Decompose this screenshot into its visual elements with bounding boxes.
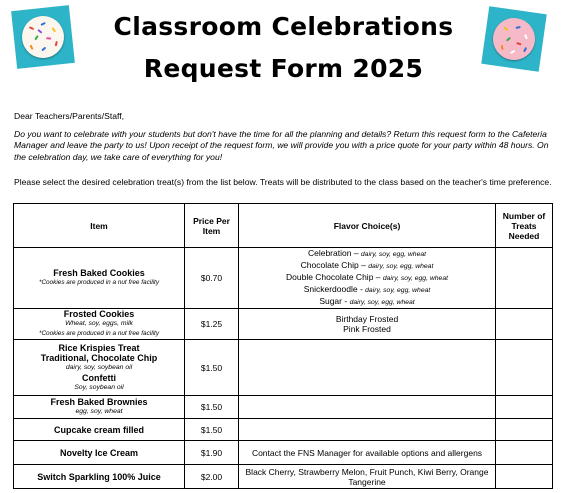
table-row: [14, 465, 553, 489]
header-price: Price Per Item: [185, 204, 239, 248]
header-item: Item: [14, 204, 185, 248]
flavor-option: Pink Frosted: [343, 324, 391, 334]
form-title-line1: Classroom Celebrations: [113, 12, 454, 41]
table-header-row: [14, 204, 553, 248]
item-cell: [14, 396, 185, 419]
quantity-input-cell[interactable]: [496, 419, 553, 441]
flavor-option: Snickerdoodle - dairy, soy, egg, wheat: [303, 284, 431, 294]
flavor-cell: [239, 396, 496, 419]
flavor-option: Birthday Frosted: [335, 314, 399, 324]
item-cell: [14, 441, 185, 465]
price-cell: $1.50: [185, 340, 239, 396]
price-cell: $2.00: [185, 465, 239, 489]
item-name: Switch Sparkling 100% Juice: [37, 471, 161, 482]
flavor-cell: [239, 248, 496, 309]
item-cell: [14, 465, 185, 489]
price-cell: $1.50: [185, 396, 239, 419]
flavor-cell: Black Cherry, Strawberry Melon, Fruit Punch, Kiwi Berry, Orange Tangerine: [239, 465, 496, 489]
table-row: [14, 441, 553, 465]
flavor-option: Chocolate Chip – dairy, soy, egg, wheat: [300, 260, 434, 270]
price-cell: $1.90: [185, 441, 239, 465]
table-row: [14, 340, 553, 396]
price-cell: $1.25: [185, 309, 239, 340]
header-flavor: Flavor Choice(s): [239, 204, 496, 248]
item-name: Novelty Ice Cream: [59, 447, 139, 458]
item-name: Frosted Cookies: [63, 309, 135, 319]
price-cell: $0.70: [185, 248, 239, 309]
flavor-option: Sugar - dairy, soy, egg, wheat: [319, 296, 415, 306]
quantity-input-cell[interactable]: [496, 248, 553, 309]
quantity-input-cell[interactable]: [496, 465, 553, 489]
item-variant: Confetti: [82, 372, 116, 383]
flavor-cell: [239, 419, 496, 441]
item-allergens: Wheat, soy, eggs, milk: [65, 320, 133, 327]
table-row: [14, 309, 553, 340]
table-row: [14, 419, 553, 441]
flavor-cell: [239, 309, 496, 340]
flavor-cell: [239, 340, 496, 396]
price-cell: $1.50: [185, 419, 239, 441]
quantity-input-cell[interactable]: [496, 441, 553, 465]
item-name: Fresh Baked Brownies: [50, 397, 148, 407]
quantity-input-cell[interactable]: [496, 396, 553, 419]
item-allergens: Soy, soybean oil: [74, 383, 124, 391]
item-variant: Traditional, Chocolate Chip: [40, 352, 158, 363]
flavor-option: Celebration – dairy, soy, egg, wheat: [307, 248, 427, 258]
instructions-text: Please select the desired celebration treat(s) from the list below. Treats will be distributed to the class based on the teacher's time preference.: [14, 177, 552, 187]
item-allergens: egg, soy, wheat: [75, 408, 123, 415]
item-allergens: dairy, soy, soybean oil: [65, 363, 133, 371]
item-cell: [14, 340, 185, 396]
item-name: Cupcake cream filled: [53, 424, 145, 435]
form-title-line2: Request Form 2025: [143, 54, 424, 83]
item-cell: [14, 248, 185, 309]
table-row: [14, 248, 553, 309]
item-name: Fresh Baked Cookies: [53, 268, 145, 278]
treats-table: [13, 203, 553, 489]
item-cell: [14, 419, 185, 441]
quantity-input-cell[interactable]: [496, 340, 553, 396]
letter-paragraph: Do you want to celebrate with your students but don't have the time for all the planning and details? Return this request form to the Cafeteria Manager and leave the party to us! Upon receipt of the request form, we will provide you with a price quote for your party within 48 hours. On the celebration day, we take care of everything for you!: [14, 129, 549, 162]
table-row: [14, 396, 553, 419]
header-number-needed: Number of Treats Needed: [496, 204, 553, 248]
flavor-cell: Contact the FNS Manager for available options and allergens: [239, 441, 496, 465]
item-note: *Cookies are produced in a nut free facility: [38, 330, 160, 337]
item-note: *Cookies are produced in a nut free facility: [38, 279, 160, 286]
flavor-option: Double Chocolate Chip – dairy, soy, egg, wheat: [286, 272, 448, 282]
letter-greeting: Dear Teachers/Parents/Staff,: [14, 111, 125, 121]
quantity-input-cell[interactable]: [496, 309, 553, 340]
item-name: Rice Krispies Treat: [58, 342, 140, 353]
item-cell: [14, 309, 185, 340]
